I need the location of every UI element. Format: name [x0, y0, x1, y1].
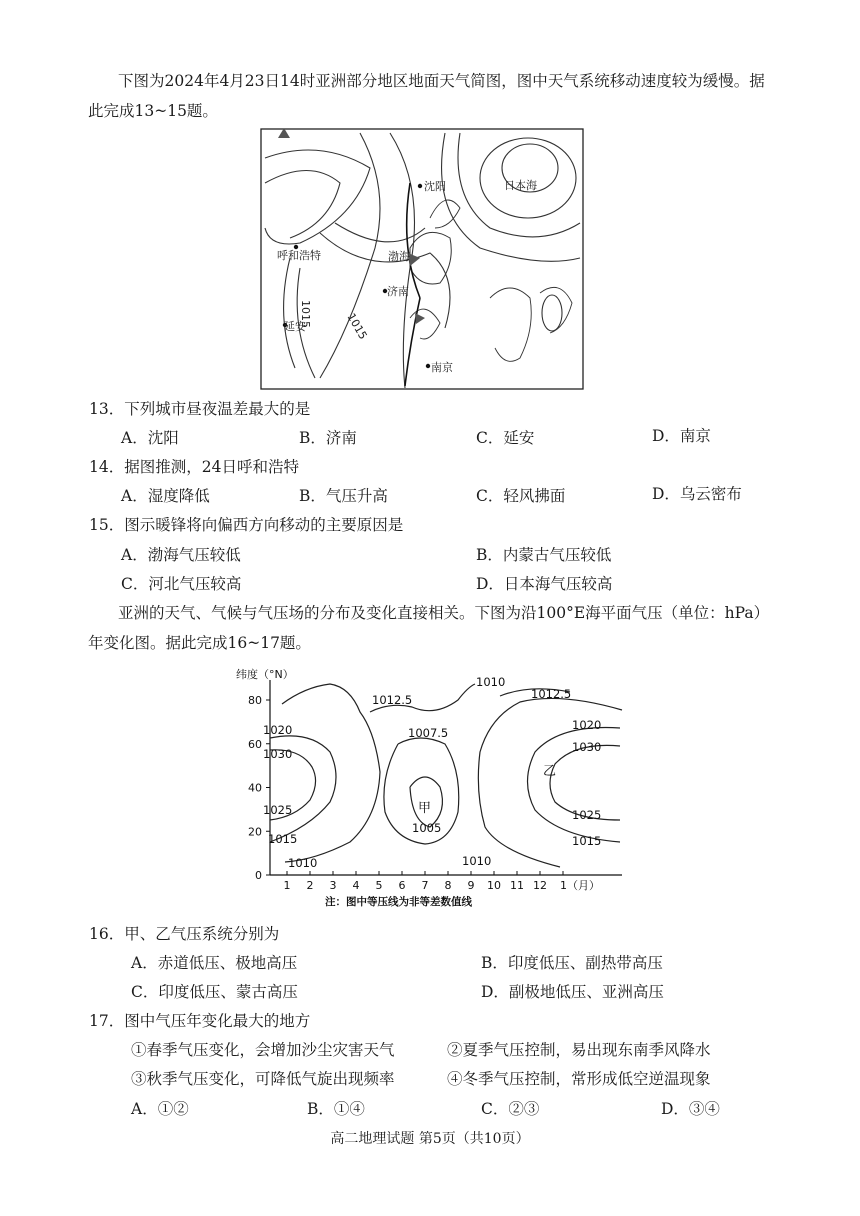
- q17-statement-1: ①春季气压变化，会增加沙尘灾害天气: [131, 1041, 395, 1059]
- q16-option-b[interactable]: B．印度低压、副热带高压: [481, 954, 663, 972]
- map-city-shenyang: 沈阳: [424, 180, 446, 193]
- page-footer: 高二地理试题 第5页（共10页）: [330, 1131, 530, 1147]
- iso-label-1015-left: 1015: [268, 832, 298, 846]
- x-tick-label: 8: [444, 879, 452, 892]
- q14-stem: 14．据图推测，24日呼和浩特: [89, 458, 299, 476]
- map-city-nanjing: 南京: [431, 361, 453, 374]
- iso-label-1030-left: 1030: [263, 747, 293, 761]
- q17-option-b[interactable]: B．①④: [307, 1100, 365, 1118]
- x-tick-label: 2: [306, 879, 314, 892]
- q13-option-b[interactable]: B．济南: [299, 429, 357, 447]
- x-tick-label: 11: [510, 879, 524, 892]
- map-isobar-label-1: 1015: [299, 300, 312, 328]
- iso-label-1015-right: 1015: [572, 834, 602, 848]
- x-tick-label: 6: [398, 879, 406, 892]
- q13-option-c[interactable]: C．延安: [476, 429, 535, 447]
- q14-option-c[interactable]: C．轻风拂面: [476, 487, 566, 505]
- y-tick-label: 20: [248, 825, 262, 839]
- q17-stem: 17．图中气压年变化最大的地方: [89, 1012, 311, 1030]
- q17-option-a[interactable]: A．①②: [131, 1100, 189, 1118]
- q16-stem: 16．甲、乙气压系统分别为: [89, 925, 280, 943]
- q15-option-c[interactable]: C．河北气压较高: [121, 575, 242, 593]
- pressure-chart: [230, 662, 630, 910]
- q16-option-c[interactable]: C．印度低压、蒙古高压: [131, 983, 298, 1001]
- iso-label-1010-bottom: 1010: [462, 854, 492, 868]
- map-isobar-label-2: 1015: [344, 311, 370, 342]
- y-tick-label: 40: [248, 781, 262, 795]
- iso-label-1020-right: 1020: [572, 718, 602, 732]
- x-tick-label: 1（月）: [560, 879, 600, 892]
- x-tick-label: 10: [487, 879, 501, 892]
- q17-statement-4: ④冬季气压控制，常形成低空逆温现象: [447, 1070, 711, 1088]
- x-tick-label: 4: [352, 879, 360, 892]
- map-city-yanan: 延安: [284, 320, 306, 333]
- chart-ylabel: 纬度（°N）: [236, 668, 294, 681]
- iso-label-1020-left: 1020: [263, 723, 293, 737]
- map-label-bohai: 渤海: [388, 250, 410, 263]
- q13-option-a[interactable]: A．沈阳: [121, 429, 179, 447]
- q15-option-b[interactable]: B．内蒙古气压较低: [476, 546, 612, 564]
- intro-paragraph-1: 下图为2024年4月23日14时亚洲部分地区地面天气简图，图中天气系统移动速度较为缓慢。据此完成13~15题。: [88, 72, 765, 120]
- y-tick-label: 80: [248, 694, 262, 707]
- q17-option-d[interactable]: D．③④: [661, 1100, 720, 1118]
- q17-statement-2: ②夏季气压控制，易出现东南季风降水: [447, 1041, 711, 1059]
- iso-label-1012.5-right: 1012.5: [531, 687, 572, 701]
- chart-note: 注：图中等压线为非等差数值线: [325, 896, 472, 908]
- iso-label-1025-left: 1025: [263, 803, 293, 817]
- intro-paragraph-2: 亚洲的天气、气候与气压场的分布及变化直接相关。下图为沿100°E海平面气压（单位：hPa）年变化图。据此完成16~17题。: [88, 604, 770, 652]
- y-tick-label: 0: [255, 869, 262, 882]
- q14-option-a[interactable]: A．湿度降低: [121, 487, 210, 505]
- q15-option-d[interactable]: D．日本海气压较高: [476, 575, 613, 593]
- q15-stem: 15．图示暖锋将向偏西方向移动的主要原因是: [89, 516, 404, 534]
- marker-jia: 甲: [418, 801, 432, 816]
- q16-option-a[interactable]: A．赤道低压、极地高压: [131, 954, 298, 972]
- iso-label-1005: 1005: [412, 821, 442, 835]
- q13-stem: 13．下列城市昼夜温差最大的是: [89, 400, 311, 418]
- q13-option-d[interactable]: D．南京: [652, 427, 711, 445]
- x-tick-label: 12: [533, 879, 547, 892]
- map-label-sea-of-japan: 日本海: [504, 179, 537, 192]
- x-tick-label: 7: [421, 879, 429, 892]
- marker-yi: 乙: [543, 764, 557, 779]
- map-city-jinan: 济南: [387, 285, 409, 298]
- iso-label-1030-right: 1030: [572, 740, 602, 754]
- x-tick-label: 9: [467, 879, 475, 892]
- weather-map: [260, 128, 584, 390]
- iso-label-1010-left: 1010: [288, 856, 318, 870]
- x-tick-label: 3: [329, 879, 337, 892]
- q14-option-d[interactable]: D．乌云密布: [652, 485, 742, 503]
- iso-label-1012.5-left: 1012.5: [372, 693, 413, 707]
- q15-option-a[interactable]: A．渤海气压较低: [121, 546, 241, 564]
- q17-statement-3: ③秋季气压变化，可降低气旋出现频率: [131, 1070, 395, 1088]
- y-tick-label: 60: [248, 737, 262, 751]
- iso-label-1007.5: 1007.5: [408, 726, 449, 740]
- q17-option-c[interactable]: C．②③: [481, 1100, 540, 1118]
- x-tick-label: 1: [283, 879, 291, 892]
- iso-label-1025-right: 1025: [572, 808, 602, 822]
- map-city-hohhot: 呼和浩特: [277, 249, 321, 262]
- q14-option-b[interactable]: B．气压升高: [299, 487, 388, 505]
- q16-option-d[interactable]: D．副极地低压、亚洲高压: [481, 983, 664, 1001]
- x-tick-label: 5: [375, 879, 383, 892]
- iso-label-1010-top: 1010: [476, 675, 506, 689]
